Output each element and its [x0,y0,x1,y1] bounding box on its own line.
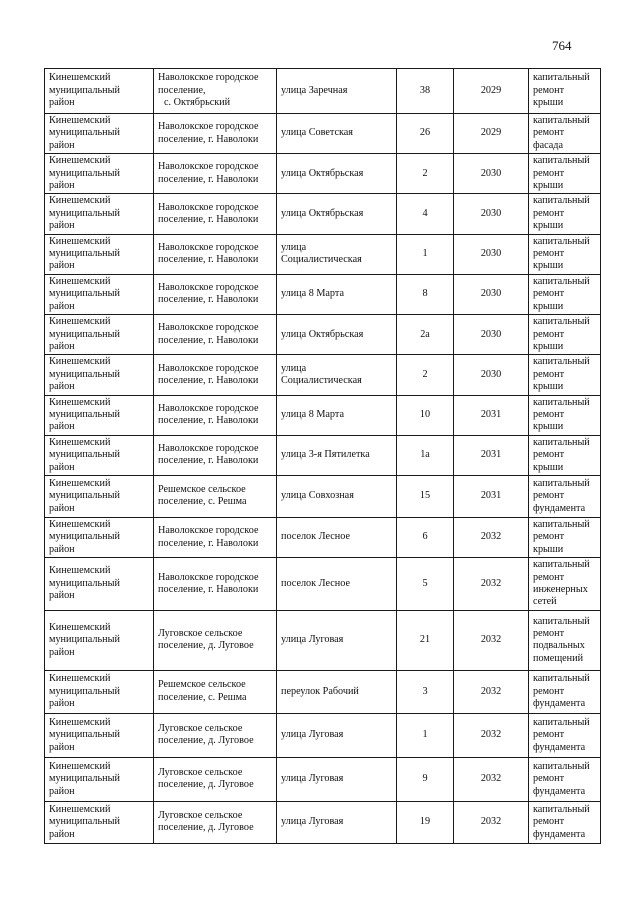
district-cell-line: район [49,180,75,192]
settlement-cell [154,154,277,194]
work-type-cell-line: фундамента [533,828,586,840]
table-row [45,475,601,517]
table-row [45,194,601,234]
street-cell-line: поселок Лесное [281,577,350,589]
work-type-cell [529,194,601,234]
settlement-cell-line: Наволокское городское [158,282,259,294]
work-type-cell [529,435,601,475]
work-type-cell-line: капитальный [533,436,590,448]
settlement-cell [154,435,277,475]
house-number-cell: 8 [397,274,454,314]
settlement-cell-line: поселение, г. Наволоки [158,537,259,549]
year-cell: 2032 [454,558,529,611]
settlement-cell-line: Наволокское городское [158,442,259,454]
work-type-cell-line: капитальный [533,155,590,167]
work-type-cell-line: ремонт крыши [533,288,565,312]
settlement-cell [154,234,277,274]
house-number-cell: 15 [397,475,454,517]
table-row [45,315,601,355]
table-row [45,801,601,843]
settlement-cell [154,713,277,757]
district-cell-line: муниципальный [49,634,120,646]
year-cell: 2032 [454,670,529,713]
work-type-cell-line: инженерных [533,584,588,595]
district-cell-line: муниципальный [49,127,120,139]
district-cell [45,194,154,234]
work-type-cell-line: ремонт крыши [533,328,565,352]
table-row [45,435,601,475]
table-body [45,69,601,844]
district-cell-line: Кинешемский [49,396,111,408]
settlement-cell [154,801,277,843]
work-type-cell [529,355,601,395]
district-cell-line: муниципальный [49,773,120,785]
settlement-cell-line: поселение, г. Наволоки [158,294,259,306]
settlement-cell-line: поселение, д. Луговое [158,640,254,652]
street-cell-line: Социалистическая [281,254,362,266]
settlement-cell-line: поселение, г. Наволоки [158,415,259,427]
district-cell-line: муниципальный [49,449,120,461]
year-cell: 2031 [454,435,529,475]
settlement-cell-line: поселение, г. Наволоки [158,584,259,595]
district-cell-line: Кинешемский [49,760,111,772]
settlement-cell [154,517,277,557]
district-cell-line: муниципальный [49,408,120,420]
work-type-cell [529,610,601,670]
street-cell-line: поселок Лесное [281,531,350,543]
street-cell-line: улица Октябрьская [281,167,364,179]
district-cell-line: муниципальный [49,288,120,300]
house-number-cell: 2 [397,355,454,395]
street-cell-line: улица Октябрьская [281,328,364,340]
settlement-cell [154,355,277,395]
district-cell-line: Кинешемский [49,275,111,287]
district-cell [45,355,154,395]
district-cell-line: Кинешемский [49,673,111,685]
district-cell-line: муниципальный [49,490,120,502]
year-cell: 2032 [454,610,529,670]
work-type-cell [529,757,601,801]
settlement-cell-line: Наволокское городское [158,362,259,374]
work-type-cell-line: капитальный [533,115,590,126]
district-cell-line: Кинешемский [49,235,111,247]
house-number-cell: 2 [397,154,454,194]
district-cell [45,435,154,475]
street-cell [277,435,397,475]
house-number-cell: 4 [397,194,454,234]
district-cell [45,475,154,517]
street-cell-line: улица Луговая [281,729,344,741]
settlement-cell-line: поселение, [158,84,206,96]
street-cell [277,234,397,274]
settlement-cell-line: Наволокское городское [158,121,259,133]
work-type-cell-line: ремонт [533,729,565,741]
district-cell-line: район [49,828,75,840]
table-row [45,69,601,114]
work-type-cell-line: капитальный [533,477,590,489]
street-cell [277,154,397,194]
settlement-cell [154,69,277,114]
work-type-cell-line: ремонт [533,816,565,828]
settlement-cell [154,757,277,801]
work-type-cell-line: помещений [533,652,584,664]
settlement-cell-line: Решемское сельское [158,484,246,496]
table-row [45,558,601,611]
house-number-cell: 5 [397,558,454,611]
district-cell-line: район [49,139,75,151]
district-cell [45,670,154,713]
street-cell-line: улица Октябрьская [281,207,364,219]
work-type-cell-line: ремонт [533,490,565,502]
district-cell-line: муниципальный [49,84,120,96]
district-cell [45,801,154,843]
settlement-cell-line: Наволокское городское [158,322,259,334]
work-type-cell [529,69,601,114]
settlement-cell [154,315,277,355]
street-cell [277,114,397,154]
work-type-cell-line: ремонт крыши [533,248,565,272]
street-cell-line: улица Заречная [281,84,348,96]
year-cell: 2032 [454,801,529,843]
district-cell-line: район [49,646,75,658]
district-cell [45,558,154,611]
settlement-cell-line: Наволокское городское [158,241,259,253]
work-type-cell-line: капитальный [533,615,590,627]
district-cell-line: район [49,220,75,232]
work-type-cell-line: капитальный [533,275,590,287]
table-row [45,395,601,435]
street-cell [277,355,397,395]
street-cell [277,610,397,670]
house-number-cell: 10 [397,395,454,435]
street-cell [277,315,397,355]
district-cell-line: район [49,785,75,797]
year-cell: 2032 [454,713,529,757]
street-cell-line: улица Луговая [281,773,344,785]
settlement-cell-line: Наволокское городское [158,201,259,213]
district-cell-line: муниципальный [49,167,120,179]
district-cell-line: Кинешемский [49,356,111,368]
house-number-cell: 38 [397,69,454,114]
settlement-cell-line: поселение, г. Наволоки [158,374,259,386]
district-cell-line: Кинешемский [49,621,111,633]
district-cell-line: Кинешемский [49,195,111,207]
settlement-cell-line: поселение, г. Наволоки [158,173,259,185]
settlement-cell-line: поселение, г. Наволоки [158,133,259,145]
work-type-cell-line: капитальный [533,316,590,328]
table-row [45,517,601,557]
district-cell-line: Кинешемский [49,436,111,448]
district-cell-line: муниципальный [49,729,120,741]
work-type-cell-line: ремонт крыши [533,408,565,433]
house-number-cell: 21 [397,610,454,670]
work-type-cell-line: ремонт крыши [533,449,565,473]
street-cell [277,395,397,435]
house-number-cell: 6 [397,517,454,557]
settlement-cell-line: поселение, г. Наволоки [158,455,259,467]
district-cell-line: район [49,543,75,555]
table-row [45,114,601,154]
street-cell-line: улица [281,362,307,374]
work-type-cell-line: капитальный [533,760,590,772]
street-cell [277,475,397,517]
district-cell [45,713,154,757]
district-cell-line: муниципальный [49,577,120,589]
work-type-cell-line: капитальный [533,518,590,530]
work-type-cell-line: ремонт крыши [533,84,565,109]
work-type-cell [529,274,601,314]
table-row [45,234,601,274]
settlement-cell-line: Наволокское городское [158,402,259,414]
house-number-cell: 9 [397,757,454,801]
work-type-cell-line: капитальный [533,396,590,408]
district-cell-line: район [49,421,75,433]
district-cell-line: Кинешемский [49,477,111,489]
year-cell: 2029 [454,114,529,154]
settlement-cell-line: с. Октябрьский [164,97,231,109]
work-type-cell [529,395,601,435]
work-type-cell-line: ремонт крыши [533,531,565,555]
settlement-cell [154,558,277,611]
work-type-cell [529,558,601,611]
work-type-cell-line: ремонт крыши [533,167,565,192]
district-cell-line: муниципальный [49,685,120,697]
year-cell: 2031 [454,395,529,435]
work-type-cell-line: ремонт [533,773,565,785]
settlement-cell [154,610,277,670]
settlement-cell-line: поселение, д. Луговое [158,822,254,834]
street-cell [277,194,397,234]
house-number-cell: 26 [397,114,454,154]
year-cell: 2031 [454,475,529,517]
settlement-cell [154,670,277,713]
street-cell [277,757,397,801]
street-cell-line: улица 8 Марта [281,288,344,300]
work-type-cell-line: фундамента [533,502,586,514]
settlement-cell-line: поселение, с. Решма [158,691,247,703]
district-cell-line: район [49,461,75,473]
district-cell-line: муниципальный [49,248,120,260]
district-cell [45,154,154,194]
work-type-cell-line: ремонт крыши [533,368,565,393]
work-type-cell-line: ремонт [533,571,565,583]
settlement-cell-line: Наволокское городское [158,161,259,173]
year-cell: 2030 [454,274,529,314]
settlement-cell-line: поселение, г. Наволоки [158,214,259,226]
street-cell-line: улица [281,241,307,253]
year-cell: 2030 [454,194,529,234]
work-type-cell [529,234,601,274]
district-cell-line: район [49,340,75,352]
street-cell-line: Социалистическая [281,374,362,386]
street-cell [277,517,397,557]
table-row [45,154,601,194]
work-type-cell [529,670,601,713]
district-cell-line: район [49,502,75,514]
district-cell-line: район [49,590,75,602]
street-cell [277,670,397,713]
house-number-cell: 1 [397,713,454,757]
work-type-cell-line: ремонт крыши [533,207,565,232]
settlement-cell-line: Луговское сельское [158,766,243,778]
work-type-cell-line: ремонт [533,685,565,697]
street-cell-line: улица Луговая [281,816,344,828]
work-type-cell-line: фундамента [533,785,586,797]
settlement-cell-line: Луговское сельское [158,809,243,821]
table-row [45,757,601,801]
settlement-cell-line: Решемское сельское [158,679,246,691]
settlement-cell-line: Наволокское городское [158,72,259,84]
district-cell-line: Кинешемский [49,803,111,815]
work-type-cell-line: капитальный [533,559,590,571]
work-type-cell-line: капитальный [533,716,590,728]
table-row [45,274,601,314]
street-cell-line: улица Советская [281,127,353,139]
year-cell: 2030 [454,154,529,194]
settlement-cell [154,194,277,234]
district-cell-line: муниципальный [49,368,120,380]
work-type-cell-line: капитальный [533,803,590,815]
district-cell-line: муниципальный [49,531,120,543]
street-cell [277,713,397,757]
district-cell [45,610,154,670]
district-cell [45,114,154,154]
table-row [45,713,601,757]
settlement-cell-line: поселение, г. Наволоки [158,334,259,346]
district-cell [45,517,154,557]
work-type-cell [529,154,601,194]
district-cell-line: муниципальный [49,207,120,219]
settlement-cell-line: поселение, с. Решма [158,496,247,508]
work-type-cell [529,114,601,154]
district-cell [45,395,154,435]
work-type-cell [529,315,601,355]
settlement-cell [154,475,277,517]
work-type-cell-line: капитальный [533,356,590,368]
work-type-cell-line: сетей [533,596,557,608]
work-type-cell-line: подвальных [533,640,585,652]
year-cell: 2032 [454,517,529,557]
house-number-cell: 2а [397,315,454,355]
work-type-cell-line: фундамента [533,741,586,753]
street-cell-line: улица 8 Марта [281,408,344,420]
year-cell: 2032 [454,757,529,801]
work-type-cell-line: ремонт [533,627,565,639]
work-type-cell [529,517,601,557]
district-cell [45,69,154,114]
house-number-cell: 3 [397,670,454,713]
work-type-cell-line: капитальный [533,235,590,247]
district-cell-line: Кинешемский [49,518,111,530]
settlement-cell-line: поселение, д. Луговое [158,779,254,791]
work-type-cell [529,713,601,757]
district-cell-line: Кинешемский [49,716,111,728]
table-row [45,355,601,395]
district-cell [45,274,154,314]
street-cell-line: переулок Рабочий [281,685,359,697]
street-cell-line: улица 3-я Пятилетка [281,449,370,461]
work-type-cell-line: фундамента [533,698,586,710]
settlement-cell [154,395,277,435]
work-type-cell-line: капитальный [533,195,590,207]
street-cell [277,558,397,611]
work-type-cell [529,801,601,843]
settlement-cell-line: поселение, г. Наволоки [158,254,259,266]
year-cell: 2030 [454,315,529,355]
district-cell-line: Кинешемский [49,316,111,328]
table-row [45,670,601,713]
settlement-cell-line: Наволокское городское [158,571,259,583]
district-cell-line: район [49,698,75,710]
district-cell-line: район [49,300,75,312]
settlement-cell-line: Луговское сельское [158,722,243,734]
year-cell: 2030 [454,234,529,274]
district-cell-line: Кинешемский [49,155,111,167]
district-cell [45,234,154,274]
work-type-cell-line: капитальный [533,673,590,685]
district-cell-line: район [49,97,75,109]
repair-schedule-table [44,68,601,844]
district-cell-line: район [49,741,75,753]
district-cell-line: муниципальный [49,816,120,828]
house-number-cell: 1 [397,234,454,274]
district-cell-line: Кинешемский [49,115,111,126]
house-number-cell: 19 [397,801,454,843]
district-cell-line: муниципальный [49,328,120,340]
district-cell-line: Кинешемский [49,72,111,84]
settlement-cell-line: Наволокское городское [158,525,259,537]
street-cell-line: улица Совхозная [281,490,354,502]
year-cell: 2029 [454,69,529,114]
district-cell-line: район [49,381,75,393]
street-cell-line: улица Луговая [281,634,344,646]
work-type-cell [529,475,601,517]
settlement-cell [154,274,277,314]
street-cell [277,274,397,314]
district-cell-line: район [49,260,75,272]
table-row [45,610,601,670]
street-cell [277,801,397,843]
settlement-cell-line: поселение, д. Луговое [158,735,254,747]
year-cell: 2030 [454,355,529,395]
district-cell-line: Кинешемский [49,565,111,577]
district-cell [45,315,154,355]
settlement-cell [154,114,277,154]
street-cell [277,69,397,114]
work-type-cell-line: капитальный [533,72,590,84]
page-number: 764 [552,38,572,53]
work-type-cell-line: ремонт фасада [533,127,565,151]
district-cell [45,757,154,801]
house-number-cell: 1а [397,435,454,475]
settlement-cell-line: Луговское сельское [158,627,243,639]
